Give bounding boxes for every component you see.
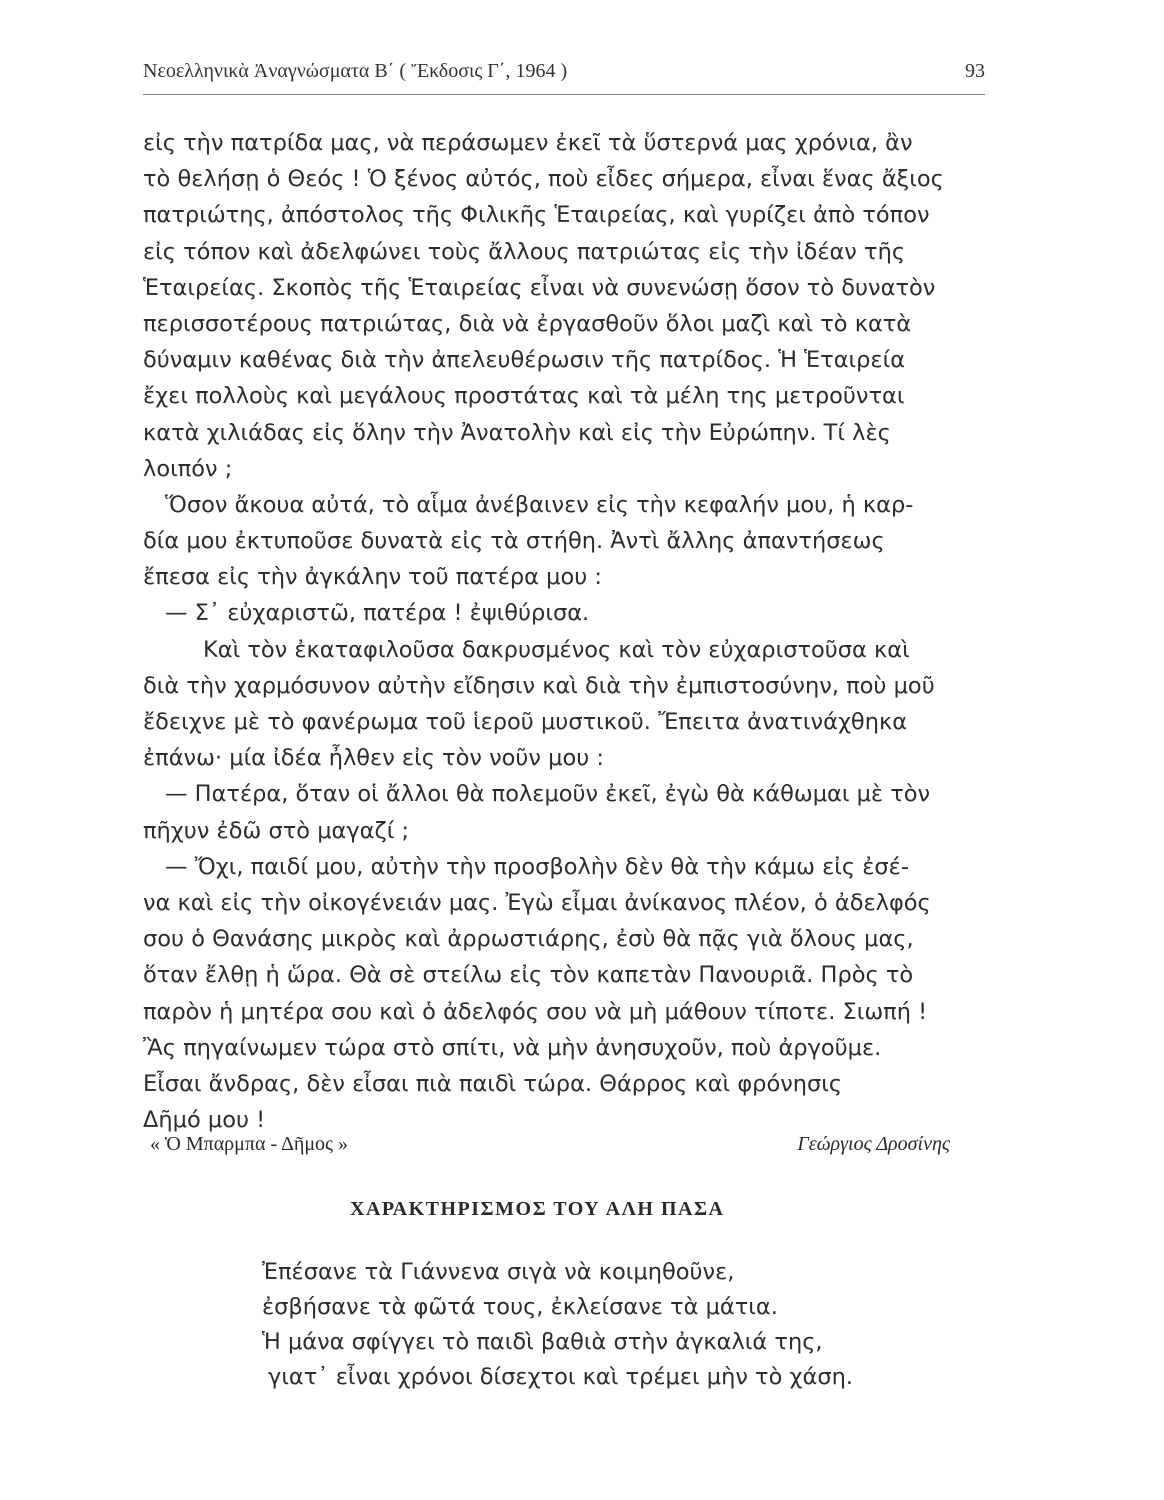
- text-line: Ἂς πηγαίνωμεν τώρα στὸ σπίτι, νὰ μὴν ἀνησυχοῦν, ποὺ ἀργοῦμε.: [143, 1034, 882, 1061]
- header-rule: [143, 94, 985, 95]
- text-line: — Σ᾽ εὐχαριστῶ, πατέρα ! ἐψιθύρισα.: [165, 600, 590, 627]
- text-line: να καὶ εἰς τὴν οἰκογένειάν μας. Ἐγὼ εἶμαι ἀνίκανος πλέον, ὁ ἀδελφός: [143, 889, 931, 916]
- text-line: Ὅσον ἄκουα αὐτά, τὸ αἷμα ἀνέβαινεν εἰς τὴν κεφαλήν μου, ἡ καρ-: [165, 491, 914, 518]
- text-line: σου ὁ Θανάσης μικρὸς καὶ ἀρρωστιάρης, ἐσὺ θὰ πᾷς γιὰ ὅλους μας,: [143, 926, 914, 953]
- text-line: Δῆμό μου !: [143, 1107, 266, 1134]
- text-line: ἔδειχνε μὲ τὸ φανέρωμα τοῦ ἱεροῦ μυστικοῦ. Ἔπειτα ἀνατινάχθηκα: [143, 709, 908, 735]
- text-line: διὰ τὴν χαρμόσυνον αὐτὴν εἴδησιν καὶ διὰ τὴν ἐμπιστοσύνην, ποὺ μοῦ: [143, 672, 935, 699]
- section-title: ΧΑΡΑΚΤΗΡΙΣΜΟΣ ΤΟΥ ΑΛΗ ΠΑΣΑ: [350, 1198, 725, 1220]
- poem-line: Ἡ μάνα σφίγγει τὸ παιδὶ βαθιὰ στὴν ἀγκαλιά της,: [262, 1329, 823, 1355]
- text-line: Καὶ τὸν ἐκαταφιλοῦσα δακρυσμένος καὶ τὸν εὐχαριστοῦσα καὶ: [203, 636, 910, 663]
- text-line: ἐπάνω· μία ἰδέα ἦλθεν εἰς τὸν νοῦν μου :: [143, 745, 604, 772]
- text-line: ἔπεσα εἰς τὴν ἀγκάλην τοῦ πατέρα μου :: [143, 564, 602, 591]
- book-title: Νεοελληνικὰ Ἀναγνώσματα Β΄ ( Ἔκδοσις Γ΄, 1964 ): [143, 60, 568, 82]
- text-line: δία μου ἐκτυποῦσε δυνατὰ εἰς τὰ στήθη. Ἀντὶ ἄλλης ἀπαντήσεως: [143, 528, 885, 555]
- text-line: δύναμιν καθένας διὰ τὴν ἀπελευθέρωσιν τῆς πατρίδος. Ἡ Ἑταιρεία: [143, 347, 906, 374]
- text-line: εἰς τὴν πατρίδα μας, νὰ περάσωμεν ἐκεῖ τὰ ὕστερνά μας χρόνια, ἂν: [143, 130, 913, 156]
- poem-line: Ἐπέσανε τὰ Γιάννενα σιγὰ νὰ κοιμηθοῦνε,: [262, 1259, 735, 1285]
- text-line: λοιπόν ;: [143, 455, 233, 482]
- text-line: — Πατέρα, ὅταν οἱ ἄλλοι θὰ πολεμοῦν ἐκεῖ, ἐγὼ θὰ κάθωμαι μὲ τὸν: [165, 781, 931, 808]
- text-line: πατριώτης, ἀπόστολος τῆς Φιλικῆς Ἑταιρείας, καὶ γυρίζει ἀπὸ τόπον: [143, 202, 930, 229]
- text-line: τὸ θελήσῃ ὁ Θεός ! Ὁ ξένος αὐτός, ποὺ εἶδες σήμερα, εἶναι ἕνας ἄξιος: [143, 166, 944, 193]
- poem-line: ἐσβήσανε τὰ φῶτά τους, ἐκλείσανε τὰ μάτια.: [262, 1294, 778, 1320]
- author-name: Γεώργιος Δροσίνης: [797, 1133, 950, 1155]
- text-line: — Ὄχι, παιδί μου, αὐτὴν τὴν προσβολὴν δὲν θὰ τὴν κάμω εἰς ἐσέ-: [165, 853, 909, 880]
- source-title: « Ὁ Μπαρμπα - Δῆμος »: [150, 1133, 348, 1155]
- text-line: παρὸν ἡ μητέρα σου καὶ ὁ ἀδελφός σου νὰ μὴ μάθουν τίποτε. Σιωπή !: [143, 998, 928, 1025]
- text-line: περισσοτέρους πατριώτας, διὰ νὰ ἐργασθοῦν ὅλοι μαζὶ καὶ τὸ κατὰ: [143, 310, 912, 337]
- text-line: Εἶσαι ἄνδρας, δὲν εἶσαι πιὰ παιδὶ τώρα. Θάρρος καὶ φρόνησις: [143, 1070, 843, 1097]
- page-number: 93: [965, 60, 985, 82]
- text-line: εἰς τόπον καὶ ἀδελφώνει τοὺς ἄλλους πατριώτας εἰς τὴν ἰδέαν τῆς: [143, 238, 906, 265]
- prose-body: [143, 125, 993, 1138]
- text-line: πῆχυν ἐδῶ στὸ μαγαζί ;: [143, 817, 410, 844]
- attribution: [150, 1133, 950, 1163]
- text-line: Ἑταιρείας. Σκοπὸς τῆς Ἑταιρείας εἶναι νὰ συνενώσῃ ὅσον τὸ δυνατὸν: [143, 274, 936, 301]
- poem: [262, 1255, 962, 1395]
- text-line: ὅταν ἔλθῃ ἡ ὥρα. Θὰ σὲ στείλω εἰς τὸν καπετὰν Πανουριᾶ. Πρὸς τὸ: [143, 962, 914, 989]
- text-line: κατὰ χιλιάδας εἰς ὅλην τὴν Ἀνατολὴν καὶ εἰς τὴν Εὐρώπην. Τί λὲς: [143, 419, 891, 446]
- text-line: ἔχει πολλοὺς καὶ μεγάλους προστάτας καὶ τὰ μέλη της μετροῦνται: [143, 383, 905, 410]
- running-header: [143, 58, 985, 88]
- poem-line: γιατ᾽ εἶναι χρόνοι δίσεχτοι καὶ τρέμει μὴν τὸ χάση.: [268, 1364, 854, 1390]
